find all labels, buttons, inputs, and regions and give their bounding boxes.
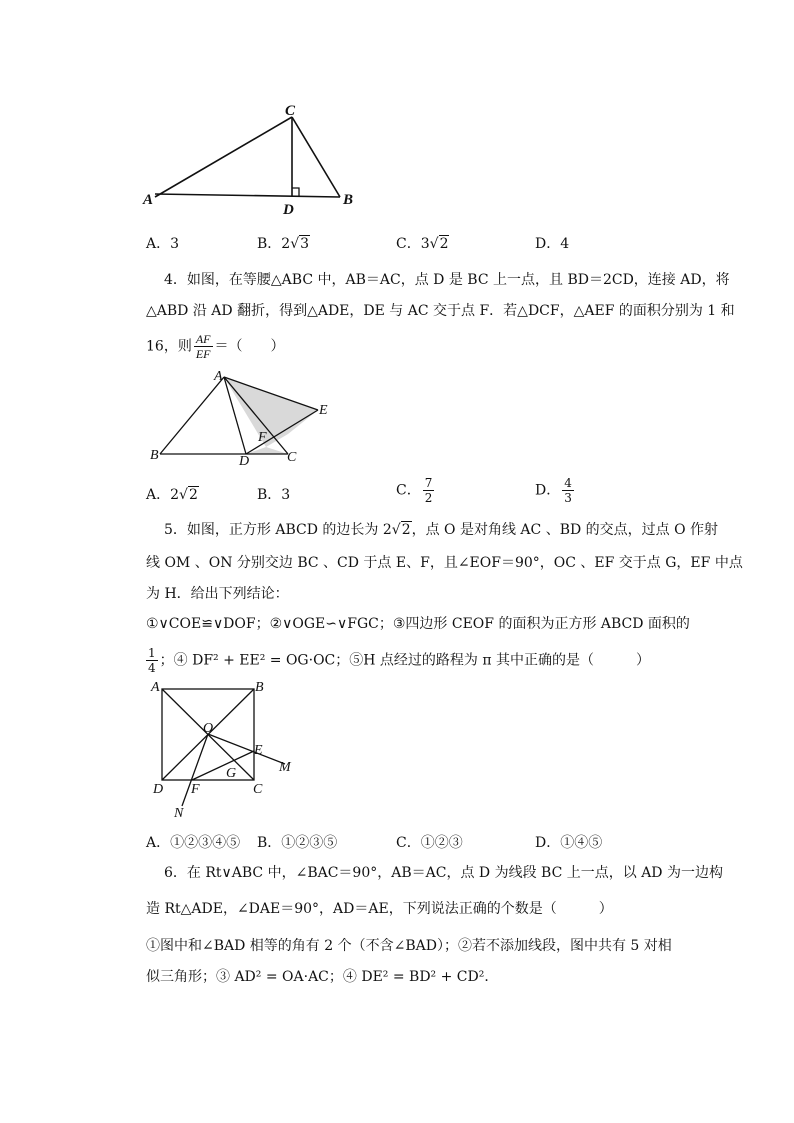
q5-label-d: D bbox=[153, 782, 164, 797]
q4-option-d-num: 4 bbox=[564, 476, 572, 490]
q6-line-3: ①图中和∠BAD 相等的角有 2 个（不含∠BAD）；②若不添加线段，图中共有 5 对相 bbox=[146, 938, 672, 954]
q4-option-c-frac bbox=[423, 476, 435, 505]
q5-option-a-letter: A． bbox=[146, 835, 171, 851]
q5-option-c-value: ①②③ bbox=[420, 835, 463, 851]
q5-label-e: E bbox=[254, 743, 263, 758]
q5-option-d bbox=[535, 832, 602, 852]
q5-line-5-text: ；④ DF² + EE² = OG·OC；⑤H 点经过的路程为 π 其中正确的是（ ） bbox=[159, 652, 651, 669]
q5-option-c-letter: C． bbox=[396, 835, 421, 851]
q4-line-3 bbox=[146, 332, 285, 361]
q5-line-3: 为 H．给出下列结论： bbox=[146, 586, 289, 602]
q5-option-b bbox=[257, 832, 337, 852]
q5-line-4: ①∨COE≌∨DOF；②∨OGE∽∨FGC；③四边形 CEOF 的面积为正方形 ABCD 面积的 bbox=[146, 616, 690, 632]
q4-label-e: E bbox=[319, 403, 328, 418]
q5-quarter-frac bbox=[146, 646, 158, 675]
q4-option-c-num: 7 bbox=[424, 476, 433, 490]
q5-segment-ef bbox=[192, 751, 254, 780]
q5-option-d-letter: D． bbox=[535, 835, 561, 851]
q5-option-a bbox=[146, 832, 240, 852]
q3-option-a-value: 3 bbox=[170, 236, 180, 252]
q4-fraction bbox=[194, 332, 213, 361]
q5-option-b-value: ①②③⑤ bbox=[281, 835, 338, 851]
q5-label-o: O bbox=[203, 721, 214, 736]
q6-line-2: 造 Rt△ADE，∠DAE＝90°，AD＝AE，下列说法正确的个数是（ ） bbox=[146, 901, 613, 917]
q3-option-c-letter: C． bbox=[396, 236, 421, 252]
q4-line-3-prefix: 16，则 bbox=[146, 338, 192, 355]
q4-figure bbox=[145, 364, 345, 470]
q5-quarter-num: 1 bbox=[148, 646, 156, 660]
q3-side-cb bbox=[292, 117, 340, 197]
q3-option-d bbox=[535, 233, 569, 253]
q5-line-2: 线 OM 、ON 分别交边 BC 、CD 于点 E、F，且∠EOF＝90°，OC 、EF 交于点 G，EF 中点 bbox=[146, 555, 743, 571]
q5-ray-om bbox=[208, 734, 285, 764]
q3-figure bbox=[140, 98, 360, 220]
q4-label-a: A bbox=[214, 369, 223, 384]
q4-option-b bbox=[257, 484, 290, 504]
q5-label-g: G bbox=[226, 766, 237, 781]
q5-option-c bbox=[396, 832, 463, 852]
q4-option-b-value: 3 bbox=[281, 487, 291, 503]
q3-option-c-prefix: 3 bbox=[420, 236, 430, 252]
q4-option-d-den: 3 bbox=[564, 491, 572, 505]
q3-option-c bbox=[396, 233, 449, 253]
q6-line-1: 6．在 Rt∨ABC 中，∠BAC＝90°，AB＝AC，点 D 为线段 BC 上一点，以 AD 为一边构 bbox=[164, 865, 723, 881]
q3-option-b-sqrt: √3 bbox=[290, 236, 310, 252]
q5-line-5 bbox=[146, 646, 650, 675]
q5-line-1-sqrt: √2 bbox=[391, 522, 411, 538]
q4-shaded-aef bbox=[224, 377, 318, 447]
q4-line-1: 4．如图，在等腰△ABC 中，AB＝AC，点 D 是 BC 上一点，且 BD＝2CD，连接 AD，将 bbox=[164, 272, 730, 288]
q4-label-b: B bbox=[150, 448, 159, 463]
q5-label-n: N bbox=[174, 806, 184, 819]
q3-side-ac bbox=[155, 117, 292, 197]
q5-line-1-b: ，点 O 是对角线 AC 、BD 的交点，过点 O 作射 bbox=[411, 522, 719, 538]
q4-line-2: △ABD 沿 AD 翻折，得到△ADE，DE 与 AC 交于点 F．若△DCF，△AEF 的面积分别为 1 和 bbox=[146, 303, 735, 319]
q3-option-b-prefix: 2 bbox=[281, 236, 291, 252]
q3-option-a bbox=[146, 233, 179, 253]
q4-line-3-suffix: ＝（ ） bbox=[214, 338, 285, 355]
q5-label-c: C bbox=[253, 782, 263, 797]
q5-option-d-value: ①④⑤ bbox=[560, 835, 603, 851]
q5-figure bbox=[145, 677, 305, 819]
q5-line-1 bbox=[164, 519, 718, 539]
q5-option-b-letter: B． bbox=[257, 835, 282, 851]
q5-label-m: M bbox=[279, 760, 291, 775]
q3-label-c: C bbox=[285, 103, 296, 119]
q3-option-c-radicand: 2 bbox=[439, 236, 449, 252]
q4-option-a-radicand: 2 bbox=[188, 487, 198, 503]
q3-option-b-radicand: 3 bbox=[300, 236, 310, 252]
q3-option-a-letter: A． bbox=[146, 236, 171, 252]
q4-option-c bbox=[396, 476, 436, 505]
q4-option-c-letter: C． bbox=[396, 482, 421, 499]
q3-option-d-letter: D． bbox=[535, 236, 561, 252]
q3-side-ab bbox=[155, 194, 340, 197]
q4-option-a-prefix: 2 bbox=[170, 487, 180, 503]
q3-label-a: A bbox=[143, 192, 154, 208]
q4-fraction-num: AF bbox=[195, 332, 211, 346]
q4-fraction-den: EF bbox=[195, 347, 211, 361]
q5-option-a-value: ①②③④⑤ bbox=[170, 835, 241, 851]
q5-label-a: A bbox=[151, 680, 160, 695]
q4-label-f: F bbox=[258, 430, 267, 445]
q5-line-1-a: 5．如图，正方形 ABCD 的边长为 2 bbox=[164, 522, 392, 538]
q4-option-a bbox=[146, 484, 199, 504]
q3-option-b bbox=[257, 233, 310, 253]
q4-label-c: C bbox=[287, 450, 297, 465]
q4-option-d bbox=[535, 476, 576, 505]
q3-label-b: B bbox=[343, 192, 354, 208]
q4-option-a-letter: A． bbox=[146, 487, 171, 503]
q5-line-1-radicand: 2 bbox=[401, 522, 411, 538]
q3-option-c-sqrt: √2 bbox=[429, 236, 449, 252]
q5-label-b: B bbox=[255, 680, 264, 695]
q3-option-d-value: 4 bbox=[560, 236, 570, 252]
q4-label-d: D bbox=[239, 454, 250, 469]
q3-right-angle-mark bbox=[292, 188, 299, 196]
q3-label-d: D bbox=[283, 202, 294, 218]
q6-line-4: 似三角形；③ AD² = OA·AC；④ DE² = BD² + CD²． bbox=[146, 969, 499, 985]
q5-quarter-den: 4 bbox=[148, 661, 156, 675]
q4-option-d-letter: D． bbox=[535, 482, 561, 499]
q3-option-b-letter: B． bbox=[257, 236, 282, 252]
q4-option-a-sqrt: √2 bbox=[179, 487, 198, 503]
q4-option-d-frac bbox=[562, 476, 574, 505]
q4-side-ab bbox=[160, 377, 224, 454]
q5-label-f: F bbox=[191, 782, 200, 797]
q4-option-b-letter: B． bbox=[257, 487, 282, 503]
q4-option-c-den: 2 bbox=[424, 491, 433, 505]
